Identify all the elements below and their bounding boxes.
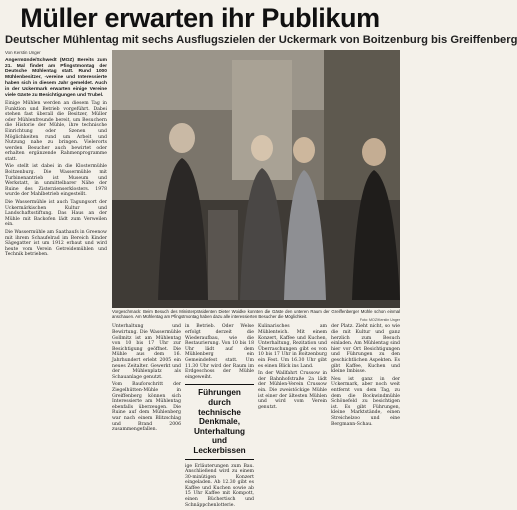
column-paragraph: Vom Bauforschritt der Ziegelhütten-Mühle in Greiffenberg können sich Interessierte am Mühlentag ebenfalls überzeugen. Die Ruine auf dem Mühlenberg war nach einem Blitzschlag und Brand 2006 zusammengefallen. bbox=[112, 382, 181, 433]
left-paragraph: Einige Mühlen werden an diesem Tag in Funktion und Betrieb vorgeführt. Dabei stehen fast überall die Besitzer, Müller oder Mühlenfreunde bereit, um Besuchern die Historie der Mühle, ihre technische Einrichtung oder Szenen und Möglichkeiten rund um Arbeit und Nutzung nahe zu bringen. Vielerorts werden Besucher auch bewirtet oder erhalten ergänzende Rahmenprogramme statt. bbox=[5, 100, 107, 162]
article-body bbox=[5, 50, 400, 510]
byline: Von Kerstin Unger bbox=[5, 50, 41, 55]
photo-illustration bbox=[112, 50, 400, 308]
subhead: Deutscher Mühlentag mit sechs Ausflugszielen der Uckermark von Boitzenburg bis Greiffenberg bbox=[5, 34, 517, 46]
photo-credit: Foto: MOZ/Kerstin Unger bbox=[359, 318, 400, 323]
left-paragraph: Wie stellt ist dabei in die Klostermühle Boitzenburg. Die Wassermühle mit Turbinenantrieb ist Museum und Werkstatt, in unmittelbarer Nähe der Ruine des Zisterzienserklosters. 1978 wurde der Mahlbetrieb eingestellt. bbox=[5, 164, 107, 198]
column-paragraph: in Betrieb. Oder Welse erfolgt derzeit die Wiederaufbau, wie die Restaurierung. Von 10 bis 18 Uhr lädt auf dem Mühlenberg ein Gemeindefest statt. Um 11.30 Uhr wird der Raum im Erdgeschoss der Mühle eingeweiht. bbox=[185, 324, 254, 380]
article-column-4 bbox=[331, 324, 400, 510]
column-paragraph: In der Wallfahrt Crussow in der Bahnhofstraße 2a lädt der Mühlen-Verein Crussow ein. Die zweistöckige Mühle ist einer der ältesten Mühlen und wird vom Verein genutzt. bbox=[258, 371, 327, 410]
column-paragraph: Neu ist ganz in der Uckermark, aber noch weit entfernt von dem Tag, zu dem die Bockwindmühle Schönefeld zu besichtigen ist. Es gibt Führungen, kleine Marktstände, einen Streichelzoo und eine Bergmann-Schau. bbox=[331, 376, 400, 427]
article-column-2 bbox=[185, 324, 254, 510]
right-area bbox=[112, 50, 400, 510]
column-paragraph: der Platz. Zieht nicht, so wie die mit Kultur und ganz herzlich zum Besuch einladen. Am Mühlentag sind hier vor Ort Besichtigungen und Führungen zu den geschichtlichen Aspekten. Es gibt Kaffee, Kuchen und kleine Imbisse. bbox=[331, 324, 400, 375]
left-paragraph: Die Wassermühle am Saathaufs in Greenow mit ihrem Schaufelrad im Bereich Kinder Sägegatter ist um 1912 erbaut und wird heute vom Verein Getreidemühlen und Technik betrieben. bbox=[5, 230, 107, 258]
quote-box: Führungen durch technische Denkmale, Unterhaltung und Leckerbissen bbox=[185, 384, 254, 459]
headline: Müller erwarten ihr Publikum bbox=[20, 3, 380, 33]
column-paragraph: Unterhaltung und Bewirtung. Die Wassermühle Gollmitz ist am Mühlentag von 10 bis 17 Uhr zur Besichtigung geöffnet. Die Mühle aus dem 16. Jahrhundert erlebt 2005 ein neues Zeitalter. Gewerkt und der Mühlenplatz als Schauanlage genutzt. bbox=[112, 324, 181, 380]
column-paragraph: Kulinarisches am Mühlenteich. Mit einem Konzert, Kaffee und Kuchen, Unterhaltung, Rezitation und Überraschungen gibt es von 10 bis 17 Uhr in Boitzenburg ein Fest. Um 16.30 Uhr gibt es einen Blick ins Land. bbox=[258, 324, 327, 369]
article-column-3 bbox=[258, 324, 327, 510]
article-columns bbox=[112, 324, 400, 510]
left-column bbox=[5, 50, 107, 510]
column-paragraph: ige Erläuterungen zum Bau. Anschließend wird zu einem 30-minütigen Konzert eingeladen. Ab 12.30 gibt es Kaffee und Kuchen sowie ab 15 Uhr Kaffee mit Kompott, einen Büchertisch und Schnäppchenlotterie. bbox=[185, 463, 254, 508]
left-paragraph: Die Wassermühle ist auch Tagungsort der Uckermärkischen Kultur und Landschaftsstiftung. Das Haus an der Mühle mit Backofen lädt zum Verweilen ein. bbox=[5, 200, 107, 228]
lead-paragraph: Angermünde/Schwedt (MOZ) Bereits zum 21. Mal findet am Pfingstmontag der Deutsche Mühlentag statt. Rund 1000 Mühlenbesitzer, -vereine und Interessierte haben sich in diesem Jahr gemeldet. Auch in der Uckermark erwarten einige Vereine viele Gäste zu Besichtigungen und Trubel. bbox=[5, 57, 107, 99]
article-column-1 bbox=[112, 324, 181, 510]
photo-caption: Vorgeschmack: Beim Besuch des Ministerpräsidenten Dieter Woidke konnten die Gäste den unteren Raum der Greiffenberger Mühle schon einmal anschauen. Am Mühlentag am Pfingstmontag haben dazu alle interessierten Besucher die Möglichkeit. bbox=[112, 309, 400, 320]
article-photo bbox=[112, 50, 400, 308]
